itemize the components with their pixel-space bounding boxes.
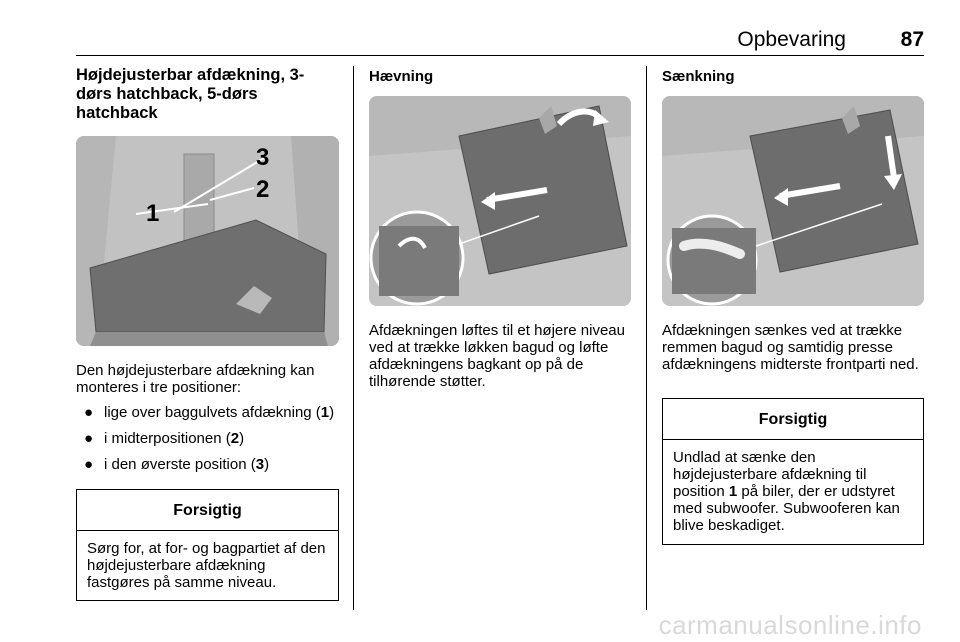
column-divider-1: [353, 66, 354, 610]
list-item: ● i den øverste position (3): [84, 456, 270, 473]
lowering-heading: Sænkning: [662, 68, 735, 85]
lowering-text: Afdækningen sænkes ved at trække remmen bagud og samtidig presse afdækningens midterste frontparti ned.: [662, 322, 919, 373]
caution-text: Sørg for, at for- og bagpartiet af den højdejusterbare afdækning fastgøres på samme niveau.: [87, 540, 326, 591]
cargo-cover-positions-figure: [76, 136, 339, 346]
column-divider-2: [646, 66, 647, 610]
page-header: [76, 28, 924, 52]
intro-text: Den højdejusterbare afdækning kan monteres i tre positioner:: [76, 362, 315, 396]
callout-3: 3: [256, 144, 270, 171]
caution-title: Forsigtig: [77, 490, 338, 531]
raising-heading: Hævning: [369, 68, 434, 85]
lowering-figure: [662, 96, 924, 306]
watermark: carmanualsonline.info: [658, 610, 922, 640]
list-item: ● i midterpositionen (2): [84, 430, 245, 447]
list-item: ● lige over baggulvets afdækning (1): [84, 404, 335, 421]
bullet-icon: ●: [84, 456, 94, 473]
position-list: [76, 404, 340, 482]
section-heading: Højdejusterbar afdækning, 3-dørs hatchback, 5-dørs hatchback: [76, 66, 305, 122]
caution-box: [662, 398, 924, 545]
raising-figure: [369, 96, 631, 306]
page-number: 87: [900, 28, 924, 51]
header-rule: [76, 55, 924, 56]
bullet-icon: ●: [84, 404, 94, 421]
bullet-icon: ●: [84, 430, 94, 447]
caution-title: Forsigtig: [663, 399, 923, 440]
raising-text: Afdækningen løftes til et højere niveau ved at trække løkken bagud og løfte afdækningens bagkant op på de tilhørende støtter.: [369, 322, 625, 390]
caution-box: [76, 489, 339, 601]
caution-text: Undlad at sænke den højdejusterbare afdækning til position 1 på biler, der er udstyret med subwoofer. Subwooferen kan blive beskadiget.: [673, 449, 900, 534]
callout-1: 1: [146, 200, 160, 227]
page-title: Opbevaring: [737, 28, 846, 51]
callout-2: 2: [256, 176, 270, 203]
